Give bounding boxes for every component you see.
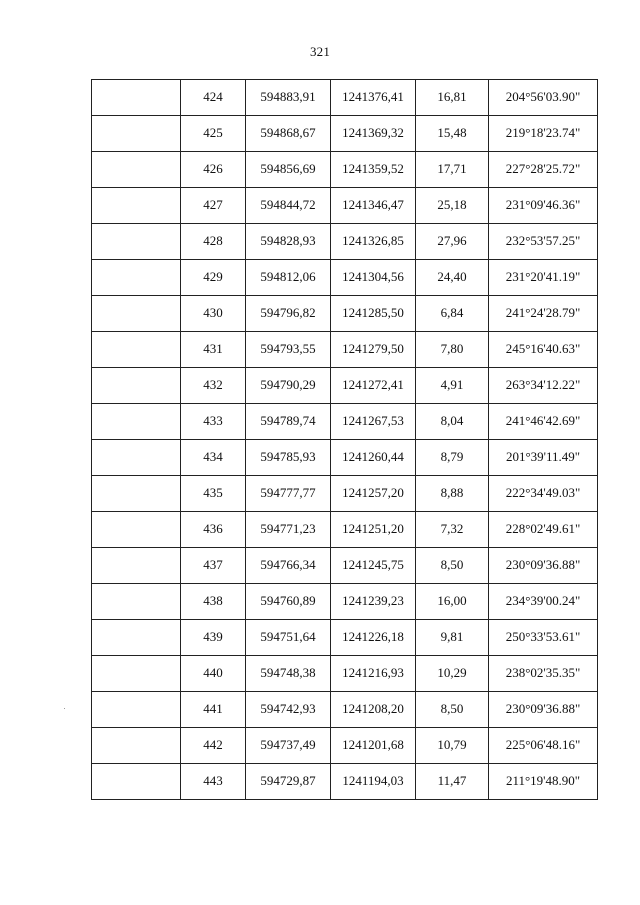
label-cell bbox=[92, 296, 181, 332]
distance-cell: 24,40 bbox=[416, 260, 489, 296]
label-cell bbox=[92, 260, 181, 296]
point-number-cell: 439 bbox=[181, 620, 246, 656]
direction-angle-cell: 238°02'35.35" bbox=[489, 656, 598, 692]
y-coordinate-cell: 1241304,56 bbox=[331, 260, 416, 296]
x-coordinate-cell: 594737,49 bbox=[246, 728, 331, 764]
direction-angle-cell: 241°24'28.79" bbox=[489, 296, 598, 332]
x-coordinate-cell: 594856,69 bbox=[246, 152, 331, 188]
direction-angle-cell: 204°56'03.90" bbox=[489, 80, 598, 116]
x-coordinate-cell: 594790,29 bbox=[246, 368, 331, 404]
point-number-cell: 437 bbox=[181, 548, 246, 584]
distance-cell: 11,47 bbox=[416, 764, 489, 800]
table-row bbox=[92, 692, 598, 728]
x-coordinate-cell: 594785,93 bbox=[246, 440, 331, 476]
x-coordinate-cell: 594751,64 bbox=[246, 620, 331, 656]
table-row bbox=[92, 260, 598, 296]
table-row bbox=[92, 620, 598, 656]
x-coordinate-cell: 594771,23 bbox=[246, 512, 331, 548]
x-coordinate-cell: 594789,74 bbox=[246, 404, 331, 440]
direction-angle-cell: 231°09'46.36" bbox=[489, 188, 598, 224]
distance-cell: 8,88 bbox=[416, 476, 489, 512]
y-coordinate-cell: 1241369,32 bbox=[331, 116, 416, 152]
y-coordinate-cell: 1241239,23 bbox=[331, 584, 416, 620]
label-cell bbox=[92, 692, 181, 728]
point-number-cell: 425 bbox=[181, 116, 246, 152]
point-number-cell: 424 bbox=[181, 80, 246, 116]
coordinates-table bbox=[91, 79, 598, 800]
direction-angle-cell: 232°53'57.25" bbox=[489, 224, 598, 260]
x-coordinate-cell: 594844,72 bbox=[246, 188, 331, 224]
table-row bbox=[92, 188, 598, 224]
direction-angle-cell: 225°06'48.16" bbox=[489, 728, 598, 764]
table-row bbox=[92, 116, 598, 152]
table-body bbox=[92, 80, 598, 800]
point-number-cell: 441 bbox=[181, 692, 246, 728]
distance-cell: 7,32 bbox=[416, 512, 489, 548]
label-cell bbox=[92, 584, 181, 620]
y-coordinate-cell: 1241251,20 bbox=[331, 512, 416, 548]
x-coordinate-cell: 594766,34 bbox=[246, 548, 331, 584]
label-cell bbox=[92, 80, 181, 116]
point-number-cell: 433 bbox=[181, 404, 246, 440]
distance-cell: 17,71 bbox=[416, 152, 489, 188]
point-number-cell: 429 bbox=[181, 260, 246, 296]
point-number-cell: 440 bbox=[181, 656, 246, 692]
table-row bbox=[92, 656, 598, 692]
distance-cell: 6,84 bbox=[416, 296, 489, 332]
table-row bbox=[92, 476, 598, 512]
direction-angle-cell: 250°33'53.61" bbox=[489, 620, 598, 656]
point-number-cell: 436 bbox=[181, 512, 246, 548]
distance-cell: 9,81 bbox=[416, 620, 489, 656]
distance-cell: 10,29 bbox=[416, 656, 489, 692]
y-coordinate-cell: 1241245,75 bbox=[331, 548, 416, 584]
direction-angle-cell: 245°16'40.63" bbox=[489, 332, 598, 368]
direction-angle-cell: 228°02'49.61" bbox=[489, 512, 598, 548]
x-coordinate-cell: 594883,91 bbox=[246, 80, 331, 116]
label-cell bbox=[92, 440, 181, 476]
table-row bbox=[92, 80, 598, 116]
x-coordinate-cell: 594729,87 bbox=[246, 764, 331, 800]
x-coordinate-cell: 594760,89 bbox=[246, 584, 331, 620]
table-row bbox=[92, 512, 598, 548]
y-coordinate-cell: 1241257,20 bbox=[331, 476, 416, 512]
y-coordinate-cell: 1241216,93 bbox=[331, 656, 416, 692]
label-cell bbox=[92, 476, 181, 512]
table-row bbox=[92, 404, 598, 440]
point-number-cell: 434 bbox=[181, 440, 246, 476]
point-number-cell: 435 bbox=[181, 476, 246, 512]
distance-cell: 10,79 bbox=[416, 728, 489, 764]
distance-cell: 15,48 bbox=[416, 116, 489, 152]
y-coordinate-cell: 1241267,53 bbox=[331, 404, 416, 440]
direction-angle-cell: 230°09'36.88" bbox=[489, 548, 598, 584]
distance-cell: 27,96 bbox=[416, 224, 489, 260]
x-coordinate-cell: 594796,82 bbox=[246, 296, 331, 332]
y-coordinate-cell: 1241226,18 bbox=[331, 620, 416, 656]
y-coordinate-cell: 1241346,47 bbox=[331, 188, 416, 224]
distance-cell: 4,91 bbox=[416, 368, 489, 404]
table-row bbox=[92, 224, 598, 260]
x-coordinate-cell: 594777,77 bbox=[246, 476, 331, 512]
direction-angle-cell: 234°39'00.24" bbox=[489, 584, 598, 620]
label-cell bbox=[92, 188, 181, 224]
direction-angle-cell: 231°20'41.19" bbox=[489, 260, 598, 296]
point-number-cell: 438 bbox=[181, 584, 246, 620]
y-coordinate-cell: 1241279,50 bbox=[331, 332, 416, 368]
table-row bbox=[92, 368, 598, 404]
distance-cell: 8,04 bbox=[416, 404, 489, 440]
table-row bbox=[92, 332, 598, 368]
table-row bbox=[92, 296, 598, 332]
point-number-cell: 426 bbox=[181, 152, 246, 188]
direction-angle-cell: 211°19'48.90" bbox=[489, 764, 598, 800]
x-coordinate-cell: 594812,06 bbox=[246, 260, 331, 296]
page-number: 321 bbox=[309, 44, 331, 59]
point-number-cell: 427 bbox=[181, 188, 246, 224]
distance-cell: 16,00 bbox=[416, 584, 489, 620]
direction-angle-cell: 222°34'49.03" bbox=[489, 476, 598, 512]
x-coordinate-cell: 594742,93 bbox=[246, 692, 331, 728]
y-coordinate-cell: 1241208,20 bbox=[331, 692, 416, 728]
direction-angle-cell: 263°34'12.22" bbox=[489, 368, 598, 404]
label-cell bbox=[92, 728, 181, 764]
x-coordinate-cell: 594828,93 bbox=[246, 224, 331, 260]
y-coordinate-cell: 1241194,03 bbox=[331, 764, 416, 800]
y-coordinate-cell: 1241326,85 bbox=[331, 224, 416, 260]
label-cell bbox=[92, 368, 181, 404]
label-cell bbox=[92, 620, 181, 656]
label-cell bbox=[92, 764, 181, 800]
y-coordinate-cell: 1241376,41 bbox=[331, 80, 416, 116]
label-cell bbox=[92, 224, 181, 260]
scan-speck bbox=[64, 708, 65, 709]
table-row bbox=[92, 548, 598, 584]
point-number-cell: 428 bbox=[181, 224, 246, 260]
point-number-cell: 442 bbox=[181, 728, 246, 764]
table-row bbox=[92, 440, 598, 476]
table-row bbox=[92, 584, 598, 620]
distance-cell: 7,80 bbox=[416, 332, 489, 368]
label-cell bbox=[92, 404, 181, 440]
table-row bbox=[92, 152, 598, 188]
point-number-cell: 432 bbox=[181, 368, 246, 404]
distance-cell: 8,50 bbox=[416, 548, 489, 584]
direction-angle-cell: 227°28'25.72" bbox=[489, 152, 598, 188]
label-cell bbox=[92, 656, 181, 692]
x-coordinate-cell: 594748,38 bbox=[246, 656, 331, 692]
y-coordinate-cell: 1241260,44 bbox=[331, 440, 416, 476]
x-coordinate-cell: 594793,55 bbox=[246, 332, 331, 368]
direction-angle-cell: 241°46'42.69" bbox=[489, 404, 598, 440]
y-coordinate-cell: 1241359,52 bbox=[331, 152, 416, 188]
y-coordinate-cell: 1241285,50 bbox=[331, 296, 416, 332]
distance-cell: 16,81 bbox=[416, 80, 489, 116]
label-cell bbox=[92, 548, 181, 584]
point-number-cell: 430 bbox=[181, 296, 246, 332]
label-cell bbox=[92, 332, 181, 368]
distance-cell: 8,79 bbox=[416, 440, 489, 476]
point-number-cell: 443 bbox=[181, 764, 246, 800]
direction-angle-cell: 201°39'11.49" bbox=[489, 440, 598, 476]
label-cell bbox=[92, 152, 181, 188]
point-number-cell: 431 bbox=[181, 332, 246, 368]
direction-angle-cell: 230°09'36.88" bbox=[489, 692, 598, 728]
direction-angle-cell: 219°18'23.74" bbox=[489, 116, 598, 152]
distance-cell: 25,18 bbox=[416, 188, 489, 224]
y-coordinate-cell: 1241201,68 bbox=[331, 728, 416, 764]
label-cell bbox=[92, 116, 181, 152]
x-coordinate-cell: 594868,67 bbox=[246, 116, 331, 152]
label-cell bbox=[92, 512, 181, 548]
table-row bbox=[92, 728, 598, 764]
table-row bbox=[92, 764, 598, 800]
distance-cell: 8,50 bbox=[416, 692, 489, 728]
y-coordinate-cell: 1241272,41 bbox=[331, 368, 416, 404]
